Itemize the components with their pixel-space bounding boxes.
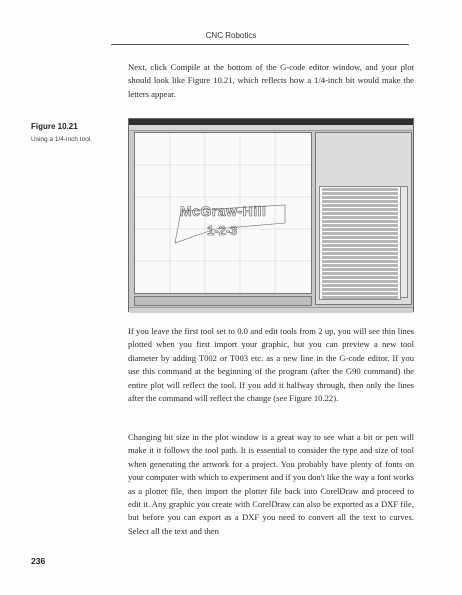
figure-scrollbar	[400, 186, 408, 298]
header-rule	[111, 44, 409, 45]
paragraph-3: Changing bit size in the plot window is a great way to see what a bit or pen will make it it follows the tool path. It is essential to consider the type and size of tool when generating the artwork for a project. You probably have plenty of fonts on your computer with which to experiment and if you don't like the way a font works as a plotter file, then import the plotter file back into CorelDraw and proceed to edit it. Any graphic you create with CorelDraw can also be exported as a DXF file, but before you can export as a DXF you need to convert all the text to curves. Select all the text and then	[128, 432, 414, 536]
figure-window-menubar	[129, 125, 413, 131]
figure-caption: Using a 1/4-inch tool.	[31, 136, 93, 143]
page-number: 236	[31, 556, 46, 566]
figure-statusbar	[129, 307, 413, 313]
figure-logo-text: McGraw-Hill	[180, 203, 267, 219]
paragraph-1: Next, click Compile at the bottom of the G-code editor window, and your plot should look like Figure 10.21, which reflects how a 1/4-inch bit would make the letters appear.	[128, 62, 414, 99]
figure-screenshot	[128, 118, 414, 312]
figure-sub-text: 1-2-3	[207, 223, 238, 238]
figure-gcode-list	[319, 186, 401, 300]
figure-toolbar	[134, 296, 312, 306]
running-header	[0, 0, 462, 45]
paragraph-2: If you leave the first tool set to 0.0 and edit tools from 2 up, you will see thin lines plotted when you first import your graphic, but you can preview a new tool diameter by adding T002 or T003 etc. as a new line in the G-code editor. If you use this command at the beginning of the program (after the G90 command) the entire plot will reflect the tool. If you add it halfway through, then only the lines after the command will reflect the change (see Figure 10.22).	[128, 326, 414, 404]
figure-plot-canvas	[134, 132, 312, 294]
figure-number: Figure 10.21	[31, 122, 78, 131]
figure-gcode-panel	[315, 132, 412, 305]
running-header-title: CNC Robotics	[205, 31, 257, 40]
